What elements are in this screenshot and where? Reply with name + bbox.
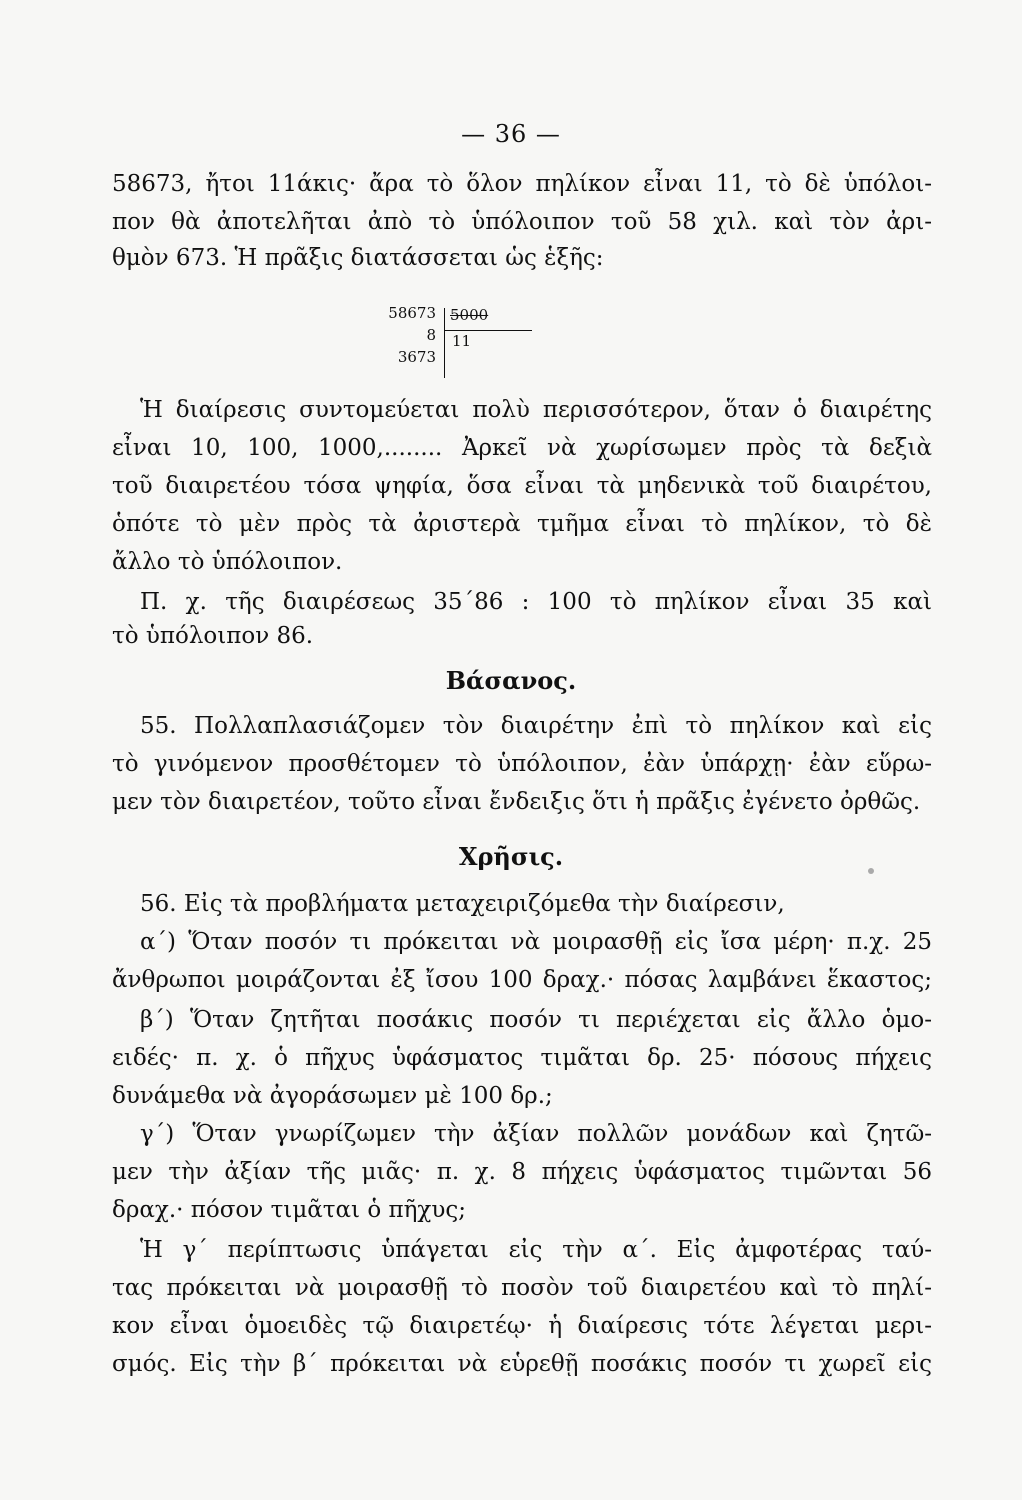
para4-line-1: 56. Εἰς τὰ προβλήματα μεταχειριζόμεθα τὴν διαίρεσιν, <box>140 891 785 917</box>
para4-line-4: β΄) Ὅταν ζητῆται ποσάκις ποσόν τι περιέχεται εἰς ἄλλο ὁμο- <box>140 1007 932 1033</box>
division-dividend: 58673 <box>388 304 436 322</box>
paper-speck <box>868 868 874 874</box>
heading-vasanos: Βάσανος. <box>445 666 577 695</box>
para3-line-3: μεν τὸν διαιρετέον, τοῦτο εἶναι ἔνδειξις ὅτι ἡ πρᾶξις ἐγένετο ὀρθῶς. <box>112 789 921 815</box>
para1-line-3: τοῦ διαιρετέου τόσα ψηφία, ὅσα εἶναι τὰ μηδενικὰ τοῦ διαιρέτου, <box>112 473 932 499</box>
para1-line-5: ἄλλο τὸ ὑπόλοιπον. <box>112 549 343 575</box>
para4-line-3: ἄνθρωποι μοιράζονται ἐξ ἴσου 100 δραχ.· πόσας λαμβάνει ἕκαστος; <box>112 967 932 993</box>
para2-line-1: Π. χ. τῆς διαιρέσεως 35΄86 : 100 τὸ πηλίκον εἶναι 35 καὶ <box>140 589 932 615</box>
para5-line-1: Ἡ γ΄ περίπτωσις ὑπάγεται εἰς τὴν α΄. Εἰς ἀμφοτέρας ταύ- <box>140 1237 932 1263</box>
intro-line-2: πον θὰ ἀποτελῆται ἀπὸ τὸ ὑπόλοιπον τοῦ 58 χιλ. καὶ τὸν ἀρι- <box>112 209 932 235</box>
division-layout <box>372 302 532 380</box>
para4-line-2: α΄) Ὅταν ποσόν τι πρόκειται νὰ μοιρασθῇ εἰς ἴσα μέρη· π.χ. 25 <box>140 929 932 955</box>
division-step: 8 <box>426 326 436 344</box>
para4-line-5: ειδές· π. χ. ὁ πῆχυς ὑφάσματος τιμᾶται δρ. 25· πόσους πήχεις <box>112 1045 932 1071</box>
division-divisor: 5000 <box>450 306 489 324</box>
para3-line-1: 55. Πολλαπλασιάζομεν τὸν διαιρέτην ἐπὶ τὸ πηλίκον καὶ εἰς <box>140 713 932 739</box>
division-horizontal-rule <box>444 330 532 331</box>
para1-line-1: Ἡ διαίρεσις συντομεύεται πολὺ περισσότερον, ὅταν ὁ διαιρέτης <box>140 397 932 423</box>
division-quotient: 11 <box>452 332 472 350</box>
para2-line-2: τὸ ὑπόλοιπον 86. <box>112 623 314 649</box>
heading-chresis: Χρῆσις. <box>458 842 564 871</box>
para3-line-2: τὸ γινόμενον προσθέτομεν τὸ ὑπόλοιπον, ἐὰν ὑπάρχῃ· ἐὰν εὕρω- <box>112 751 932 777</box>
para1-line-4: ὁπότε τὸ μὲν πρὸς τὰ ἀριστερὰ τμῆμα εἶναι τὸ πηλίκον, τὸ δὲ <box>112 511 932 537</box>
para5-line-3: κον εἶναι ὁμοειδὲς τῷ διαιρετέῳ· ἡ διαίρεσις τότε λέγεται μερι- <box>112 1313 932 1339</box>
para4-line-7: γ΄) Ὅταν γνωρίζωμεν τὴν ἀξίαν πολλῶν μονάδων καὶ ζητῶ- <box>140 1121 932 1147</box>
intro-line-3: θμὸν 673. Ἡ πρᾶξις διατάσσεται ὡς ἑξῆς: <box>112 245 604 271</box>
para4-line-6: δυνάμεθα νὰ ἀγοράσωμεν μὲ 100 δρ.; <box>112 1083 553 1109</box>
para5-line-4: σμός. Εἰς τὴν β΄ πρόκειται νὰ εὑρεθῇ ποσάκις ποσόν τι χωρεῖ εἰς <box>112 1351 932 1377</box>
page-number: — 36 — <box>461 120 561 148</box>
para5-line-2: τας πρόκειται νὰ μοιρασθῇ τὸ ποσὸν τοῦ διαιρετέου καὶ τὸ πηλί- <box>112 1275 932 1301</box>
para1-line-2: εἶναι 10, 100, 1000,........ Ἀρκεῖ νὰ χωρίσωμεν πρὸς τὰ δεξιὰ <box>112 435 932 461</box>
para4-line-8: μεν τὴν ἀξίαν τῆς μιᾶς· π. χ. 8 πήχεις ὑφάσματος τιμῶνται 56 <box>112 1159 932 1185</box>
para4-line-9: δραχ.· πόσον τιμᾶται ὁ πῆχυς; <box>112 1197 466 1223</box>
intro-line-1: 58673, ἤτοι 11άκις· ἄρα τὸ ὅλον πηλίκον εἶναι 11, τὸ δὲ ὑπόλοι- <box>112 171 932 197</box>
division-dividend-column <box>372 302 436 368</box>
division-remainder: 3673 <box>397 348 436 366</box>
division-vertical-rule <box>444 308 445 378</box>
